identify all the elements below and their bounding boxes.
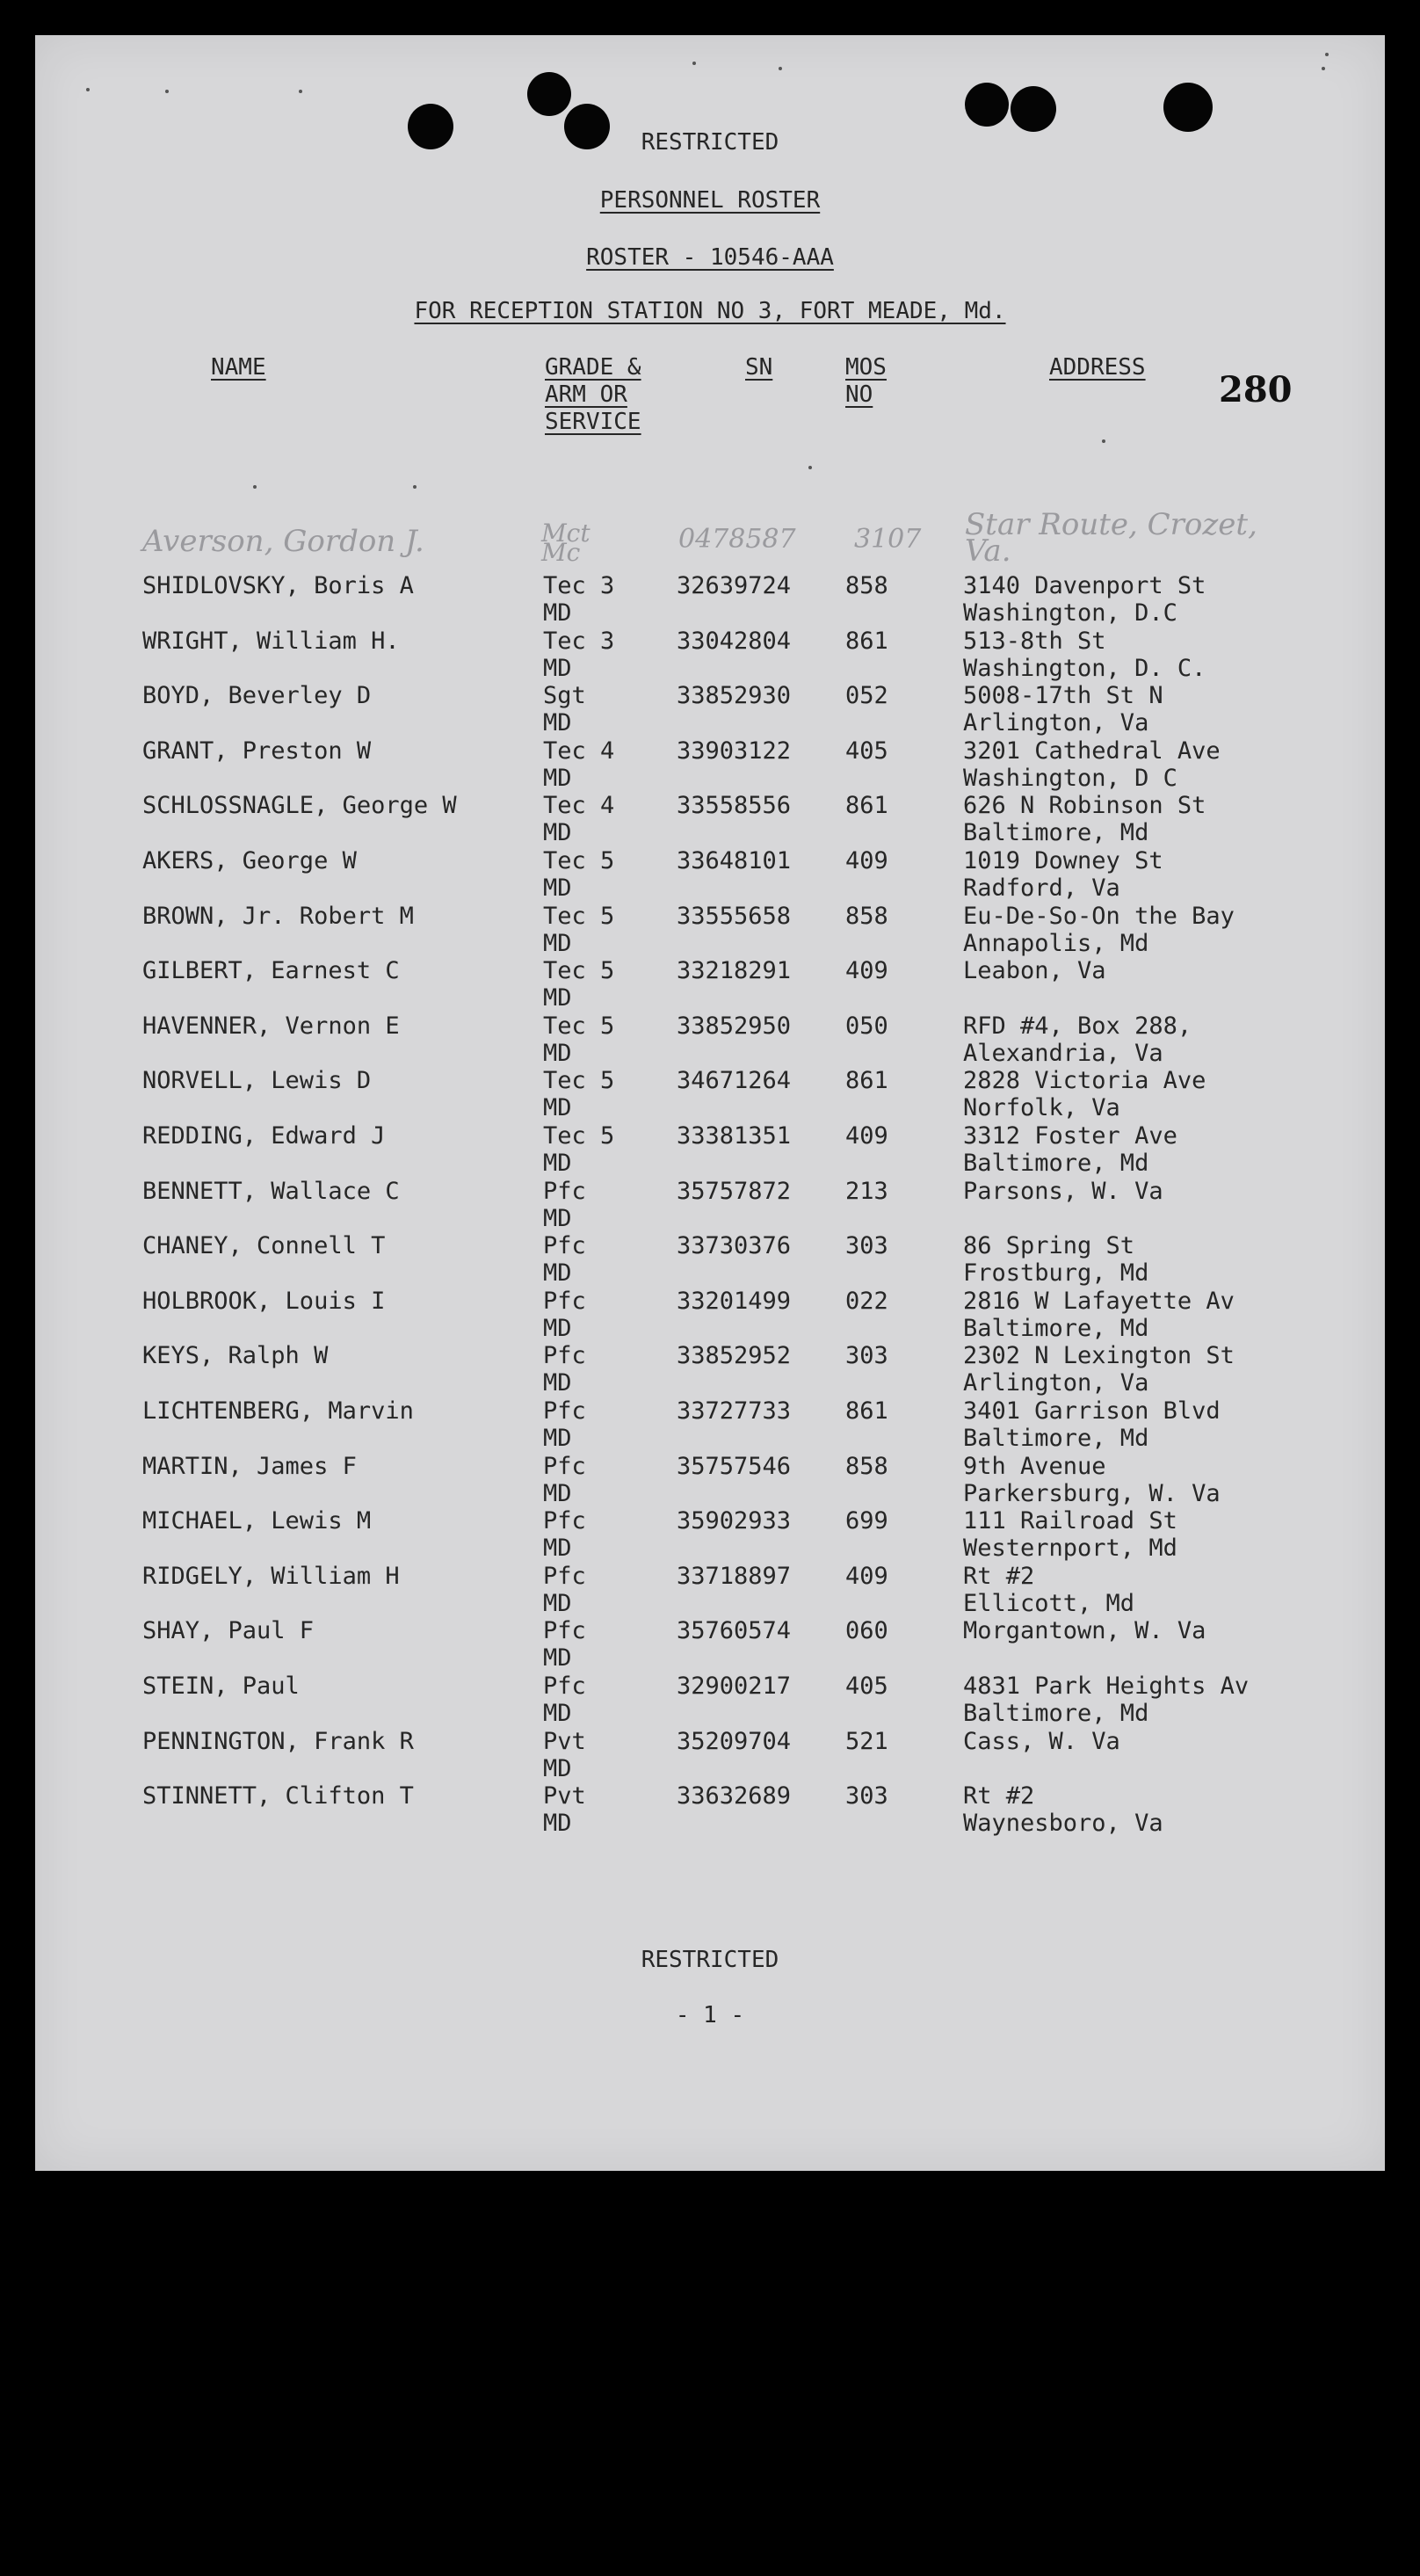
paper-speck — [253, 485, 257, 489]
roster-address: 3140 Davenport St Washington, D.C — [963, 572, 1206, 627]
table-row — [0, 792, 1420, 846]
roster-grade: Pfc MD — [543, 1507, 586, 1562]
column-address: ADDRESS — [1049, 354, 1146, 381]
roster-name: STINNETT, Clifton T — [142, 1782, 414, 1810]
roster-grade: Pfc MD — [543, 1617, 586, 1672]
roster-name: SHAY, Paul F — [142, 1617, 315, 1644]
roster-serial-number: 35757546 — [677, 1453, 792, 1480]
paper-speck — [165, 90, 169, 93]
roster-address: Rt #2 Ellicott, Md — [963, 1563, 1135, 1617]
roster-serial-number: 34671264 — [677, 1067, 792, 1094]
roster-serial-number: 33201499 — [677, 1288, 792, 1315]
handwritten-address: Star Route, Crozet, Va. — [965, 507, 1257, 569]
roster-mos: 022 — [845, 1288, 888, 1315]
column-sn: SN — [745, 354, 773, 381]
handwritten-grade: Mct Mc — [541, 519, 590, 567]
column-mos: MOS NO — [845, 354, 887, 408]
roster-mos: 409 — [845, 1563, 888, 1590]
paper-speck — [413, 485, 417, 489]
table-row — [0, 1342, 1420, 1397]
roster-mos: 858 — [845, 903, 888, 930]
table-row — [0, 1122, 1420, 1177]
table-row — [0, 847, 1420, 902]
column-name: NAME — [211, 354, 266, 381]
table-row — [0, 1782, 1420, 1837]
roster-name: CHANEY, Connell T — [142, 1232, 386, 1259]
roster-name: WRIGHT, William H. — [142, 628, 400, 655]
roster-name: HOLBROOK, Louis I — [142, 1288, 386, 1315]
table-row — [0, 628, 1420, 682]
roster-serial-number: 33648101 — [677, 847, 792, 874]
column-grade: GRADE & ARM OR SERVICE — [545, 354, 641, 435]
roster-address: 1019 Downey St Radford, Va — [963, 847, 1163, 902]
table-row — [0, 1232, 1420, 1287]
punch-hole-2 — [527, 72, 571, 116]
roster-grade: Tec 5 MD — [543, 847, 615, 902]
roster-name: REDDING, Edward J — [142, 1122, 386, 1150]
roster-grade: Pvt MD — [543, 1782, 586, 1837]
page-number: 280 — [1219, 369, 1293, 410]
roster-mos: 861 — [845, 792, 888, 819]
roster-mos: 405 — [845, 737, 888, 765]
page-label: - 1 - — [675, 2002, 745, 2028]
roster-serial-number: 33218291 — [677, 957, 792, 984]
punch-hole-6 — [1163, 83, 1213, 132]
roster-serial-number: 33718897 — [677, 1563, 792, 1590]
roster-mos: 303 — [845, 1232, 888, 1259]
paper-speck — [299, 90, 302, 93]
roster-address: Cass, W. Va — [963, 1728, 1120, 1755]
roster-name: PENNINGTON, Frank R — [142, 1728, 414, 1755]
roster-serial-number: 35902933 — [677, 1507, 792, 1535]
roster-mos: 409 — [845, 957, 888, 984]
roster-serial-number: 33558556 — [677, 792, 792, 819]
roster-grade: Sgt MD — [543, 682, 586, 737]
roster-mos: 409 — [845, 847, 888, 874]
roster-address: 513-8th St Washington, D. C. — [963, 628, 1206, 682]
roster-address: 3312 Foster Ave Baltimore, Md — [963, 1122, 1177, 1177]
table-row — [0, 1563, 1420, 1617]
roster-address: 2828 Victoria Ave Norfolk, Va — [963, 1067, 1206, 1121]
roster-name: KEYS, Ralph W — [142, 1342, 329, 1369]
roster-grade: Tec 4 MD — [543, 792, 615, 846]
roster-address: Morgantown, W. Va — [963, 1617, 1206, 1644]
handwritten-name: Averson, Gordon J. — [142, 524, 424, 559]
roster-serial-number: 32900217 — [677, 1673, 792, 1700]
roster-name: BOYD, Beverley D — [142, 682, 372, 709]
roster-serial-number: 35760574 — [677, 1617, 792, 1644]
roster-mos: 858 — [845, 572, 888, 599]
roster-serial-number: 33555658 — [677, 903, 792, 930]
roster-serial-number: 33381351 — [677, 1122, 792, 1150]
roster-name: GILBERT, Earnest C — [142, 957, 400, 984]
paper-speck — [779, 67, 782, 70]
roster-grade: Pfc MD — [543, 1288, 586, 1342]
roster-name: HAVENNER, Vernon E — [142, 1012, 400, 1040]
roster-name: BROWN, Jr. Robert M — [142, 903, 414, 930]
table-row — [0, 737, 1420, 792]
roster-name: NORVELL, Lewis D — [142, 1067, 372, 1094]
table-row — [0, 1178, 1420, 1232]
roster-mos: 060 — [845, 1617, 888, 1644]
roster-serial-number: 35209704 — [677, 1728, 792, 1755]
punch-hole-4 — [965, 83, 1009, 127]
roster-address: Leabon, Va — [963, 957, 1106, 984]
roster-address: RFD #4, Box 288, Alexandria, Va — [963, 1012, 1192, 1067]
table-row — [0, 957, 1420, 1012]
roster-mos: 303 — [845, 1782, 888, 1810]
roster-name: AKERS, George W — [142, 847, 357, 874]
roster-grade: Tec 5 MD — [543, 1067, 615, 1121]
roster-address: 3401 Garrison Blvd Baltimore, Md — [963, 1397, 1221, 1452]
roster-serial-number: 33727733 — [677, 1397, 792, 1425]
roster-mos: 409 — [845, 1122, 888, 1150]
roster-serial-number: 35757872 — [677, 1178, 792, 1205]
restricted-top: RESTRICTED — [641, 129, 779, 156]
roster-name: GRANT, Preston W — [142, 737, 372, 765]
roster-grade: Pvt MD — [543, 1728, 586, 1782]
roster-address: 2302 N Lexington St Arlington, Va — [963, 1342, 1235, 1397]
roster-mos: 861 — [845, 1067, 888, 1094]
roster-name: RIDGELY, William H — [142, 1563, 400, 1590]
roster-mos: 050 — [845, 1012, 888, 1040]
roster-title: PERSONNEL ROSTER — [599, 187, 821, 214]
roster-grade: Pfc MD — [543, 1232, 586, 1287]
roster-grade: Pfc MD — [543, 1563, 586, 1617]
roster-address: 2816 W Lafayette Av Baltimore, Md — [963, 1288, 1235, 1342]
table-row — [0, 903, 1420, 957]
roster-grade: Tec 3 MD — [543, 572, 615, 627]
paper-speck — [1322, 67, 1325, 70]
paper-speck — [808, 466, 812, 469]
roster-address: 9th Avenue Parkersburg, W. Va — [963, 1453, 1221, 1507]
table-row — [0, 1288, 1420, 1342]
paper-speck — [1325, 53, 1329, 56]
roster-name: MICHAEL, Lewis M — [142, 1507, 372, 1535]
table-row — [0, 1067, 1420, 1121]
roster-address: 626 N Robinson St Baltimore, Md — [963, 792, 1206, 846]
roster-address: 3201 Cathedral Ave Washington, D C — [963, 737, 1221, 792]
table-row — [0, 1453, 1420, 1507]
roster-serial-number: 33042804 — [677, 628, 792, 655]
roster-address: 4831 Park Heights Av Baltimore, Md — [963, 1673, 1250, 1727]
roster-id: ROSTER - 10546-AAA — [586, 244, 834, 271]
roster-mos: 213 — [845, 1178, 888, 1205]
roster-address: 86 Spring St Frostburg, Md — [963, 1232, 1149, 1287]
roster-grade: Pfc MD — [543, 1397, 586, 1452]
roster-name: STEIN, Paul — [142, 1673, 300, 1700]
roster-name: BENNETT, Wallace C — [142, 1178, 400, 1205]
roster-address: 5008-17th St N Arlington, Va — [963, 682, 1163, 737]
roster-address: Eu-De-So-On the Bay Annapolis, Md — [963, 903, 1235, 957]
roster-grade: Tec 5 MD — [543, 1122, 615, 1177]
roster-grade: Tec 4 MD — [543, 737, 615, 792]
roster-address: 111 Railroad St Westernport, Md — [963, 1507, 1177, 1562]
roster-address: Parsons, W. Va — [963, 1178, 1163, 1205]
paper-speck — [86, 88, 90, 91]
roster-grade: Tec 5 MD — [543, 903, 615, 957]
roster-name: SHIDLOVSKY, Boris A — [142, 572, 414, 599]
roster-mos: 861 — [845, 628, 888, 655]
table-row — [0, 682, 1420, 737]
roster-mos: 052 — [845, 682, 888, 709]
punch-hole-5 — [1011, 86, 1056, 132]
roster-mos: 699 — [845, 1507, 888, 1535]
station-line: FOR RECEPTION STATION NO 3, FORT MEADE, Md. — [414, 298, 1006, 324]
roster-mos: 405 — [845, 1673, 888, 1700]
roster-serial-number: 33852950 — [677, 1012, 792, 1040]
table-row — [0, 1617, 1420, 1672]
handwritten-sn: 0478587 — [678, 524, 796, 555]
table-row — [0, 572, 1420, 627]
handwritten-mos: 3107 — [854, 524, 922, 555]
roster-mos: 521 — [845, 1728, 888, 1755]
roster-grade: Pfc MD — [543, 1178, 586, 1232]
table-row — [0, 1728, 1420, 1782]
roster-serial-number: 33903122 — [677, 737, 792, 765]
table-row — [0, 1012, 1420, 1067]
roster-serial-number: 32639724 — [677, 572, 792, 599]
roster-grade: Pfc MD — [543, 1673, 586, 1727]
paper-speck — [692, 62, 696, 65]
roster-grade: Tec 5 MD — [543, 1012, 615, 1067]
roster-grade: Tec 3 MD — [543, 628, 615, 682]
paper-speck — [1102, 439, 1105, 443]
roster-grade: Tec 5 MD — [543, 957, 615, 1012]
roster-address: Rt #2 Waynesboro, Va — [963, 1782, 1163, 1837]
table-row — [0, 1507, 1420, 1562]
roster-name: MARTIN, James F — [142, 1453, 357, 1480]
roster-name: SCHLOSSNAGLE, George W — [142, 792, 457, 819]
roster-name: LICHTENBERG, Marvin — [142, 1397, 414, 1425]
roster-grade: Pfc MD — [543, 1342, 586, 1397]
roster-serial-number: 33730376 — [677, 1232, 792, 1259]
table-row — [0, 1673, 1420, 1727]
table-row — [0, 1397, 1420, 1452]
roster-grade: Pfc MD — [543, 1453, 586, 1507]
roster-mos: 858 — [845, 1453, 888, 1480]
roster-mos: 303 — [845, 1342, 888, 1369]
roster-serial-number: 33632689 — [677, 1782, 792, 1810]
roster-serial-number: 33852930 — [677, 682, 792, 709]
roster-mos: 861 — [845, 1397, 888, 1425]
roster-serial-number: 33852952 — [677, 1342, 792, 1369]
restricted-bottom: RESTRICTED — [641, 1947, 779, 1973]
